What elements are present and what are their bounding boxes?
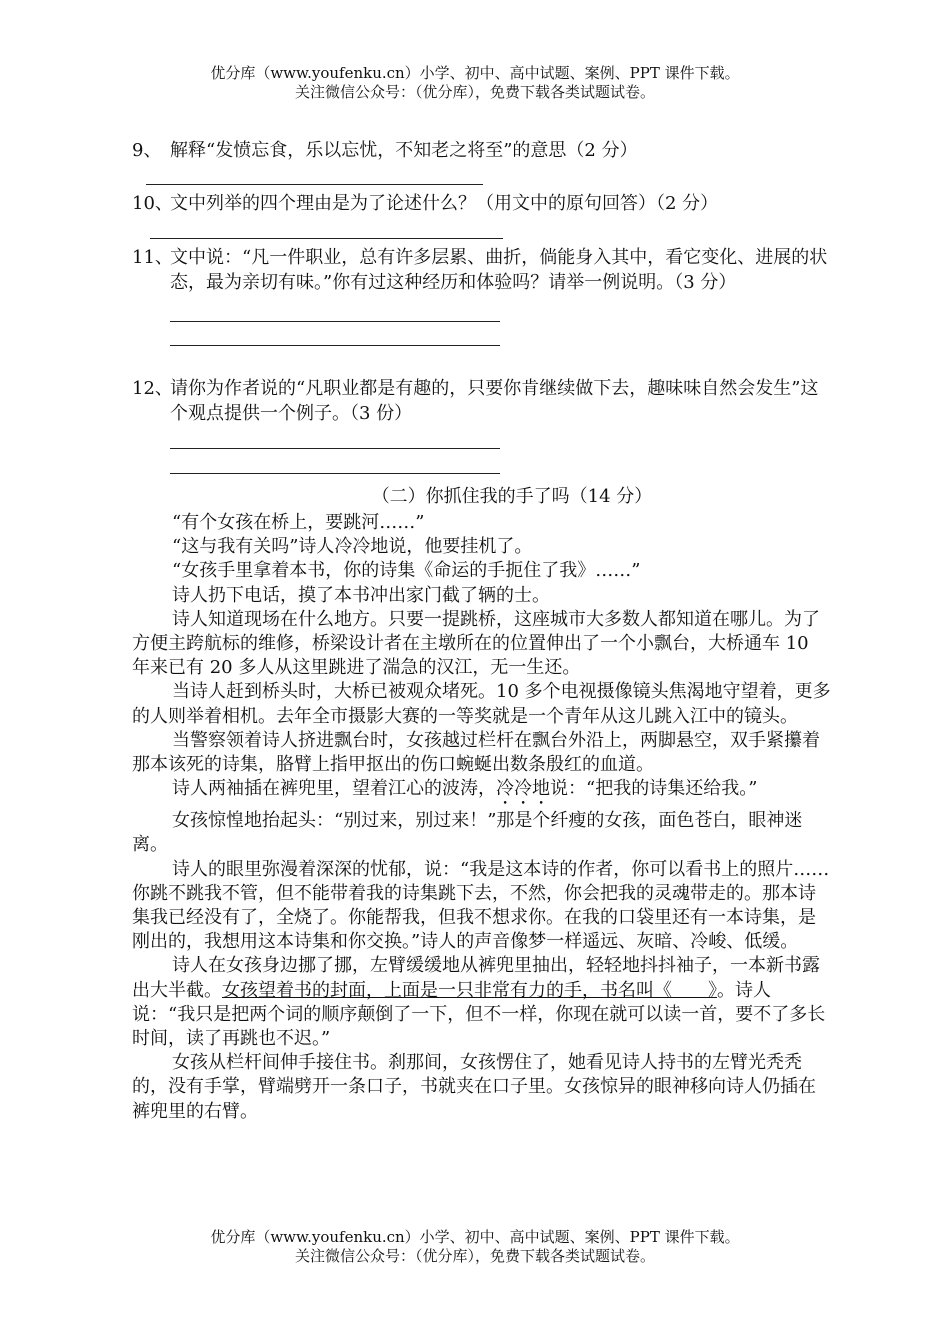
footer-line-2: 关注微信公众号：（优分库），免费下载各类试题试卷。: [294, 1247, 655, 1265]
answer-line[interactable]: [146, 184, 483, 185]
question-11: [132, 245, 832, 295]
question-9: [132, 138, 832, 163]
question-12: [132, 376, 832, 426]
question-number: 11、: [132, 247, 173, 268]
section-title: （二）你抓住我的手了吗（14 分）: [371, 486, 653, 507]
question-text: 文中说：“凡一件职业，总有许多层累、曲折，倘能身入其中，看它变化、进展的状态，最为亲切有味。”你有过这种经历和体验吗？请举一例说明。（3 分）: [170, 247, 828, 293]
paragraph: 女孩惊惶地抬起头：“别过来，别过来！”那是个纤瘦的女孩，面色苍白，眼神迷离。: [132, 810, 803, 856]
answer-line[interactable]: [170, 345, 500, 346]
paragraph-text: 。诗人说：“我只是把两个词的顺序颠倒了一下，但不一样，你现在就可以读一首，要不了多长时间，读了再跳也不迟。”: [132, 979, 826, 1050]
paragraph-text: 诗人两袖插在裤兜里，望着江心的波涛，: [172, 778, 496, 800]
passage: [132, 511, 832, 1124]
question-10: [132, 191, 832, 216]
page-header: [0, 64, 950, 102]
document-body: [132, 138, 832, 1124]
footer-line-1: 优分库（www.youfenku.cn）小学、初中、高中试题、案例、PPT 课件下载。: [210, 1228, 740, 1246]
answer-line[interactable]: [150, 238, 503, 239]
question-number: 10、: [132, 193, 173, 214]
question-text: 解释“发愤忘食，乐以忘忧，不知老之将至”的意思（2 分）: [170, 140, 638, 161]
paragraph: [132, 777, 832, 809]
answer-line[interactable]: [170, 473, 500, 474]
paragraph-text: 说：“把我的诗集还给我。”: [550, 778, 758, 800]
question-number: 9、: [132, 140, 162, 161]
paragraph: [132, 954, 832, 1051]
header-line-2: 关注微信公众号：（优分库），免费下载各类试题试卷。: [294, 83, 655, 101]
emphasized-text: 冷冷地: [496, 778, 550, 800]
paragraph: 诗人的眼里弥漫着深深的忧郁，说：“我是这本诗的作者，你可以看书上的照片……你跳不跳我不管，但不能带着我的诗集跳下去，不然，你会把我的灵魂带走的。那本诗集我已经没有了，全烧了。你能帮我，但我不想求你。在我的口袋里还有一本诗集，是刚出的，我想用这本诗集和你交换。”诗人的声音像梦一样遥远、灰暗、冷峻、低缓。: [132, 858, 830, 953]
paragraph: “有个女孩在桥上，要跳河……”: [172, 512, 425, 533]
answer-line[interactable]: [170, 448, 500, 449]
page-footer: [0, 1228, 950, 1266]
question-text: 请你为作者说的“凡职业都是有趣的，只要你肯继续做下去，趣味味自然会发生”这个观点提供一个例子。（3 份）: [170, 378, 819, 424]
question-number: 12、: [132, 378, 173, 399]
header-line-1: 优分库（www.youfenku.cn）小学、初中、高中试题、案例、PPT 课件下载。: [210, 64, 740, 82]
paragraph: “这与我有关吗”诗人冷冷地说，他要挂机了。: [172, 536, 533, 558]
paragraph: 女孩从栏杆间伸手接住书。刹那间，女孩愣住了，她看见诗人持书的左臂光秃秃的，没有手掌，臂端劈开一条口子，书就夹在口子里。女孩惊异的眼神移向诗人仍插在裤兜里的右臂。: [132, 1052, 816, 1122]
paragraph: “女孩手里拿着本书，你的诗集《命运的手扼住了我》……”: [172, 560, 641, 582]
question-text: 文中列举的四个理由是为了论述什么？（用文中的原句回答）（2 分）: [170, 193, 719, 214]
paragraph: 诗人知道现场在什么地方。只要一提跳桥，这座城市大多数人都知道在哪儿。为了方便主跨航标的维修，桥梁设计者在主墩所在的位置伸出了一个小飘台，大桥通车 10 年来已有 20 多人从这里跳进了湍急的汉江，无一生还。: [132, 608, 820, 679]
paragraph-text: 诗人在女孩身边挪了挪，左臂缓缓地从裤兜里抽出，轻轻地抖抖袖子，一本新书露出大半截。: [132, 955, 820, 1001]
paragraph: 当警察领着诗人挤进飘台时，女孩越过栏杆在飘台外沿上，两脚悬空，双手紧攥着那本该死的诗集，胳臂上指甲抠出的伤口蜿蜒出数条殷红的血道。: [132, 729, 820, 776]
paragraph: 当诗人赶到桥头时，大桥已被观众堵死。10 多个电视摄像镜头焦渴地守望着，更多的人则举着相机。去年全市摄影大赛的一等奖就是一个青年从这儿跳入江中的镜头。: [132, 681, 831, 727]
answer-line[interactable]: [170, 321, 500, 322]
paragraph: 诗人扔下电话，摸了本书冲出家门截了辆的士。: [172, 584, 550, 606]
underlined-text: 女孩望着书的封面，上面是一只非常有力的手，书名叫《 》: [222, 979, 717, 1001]
